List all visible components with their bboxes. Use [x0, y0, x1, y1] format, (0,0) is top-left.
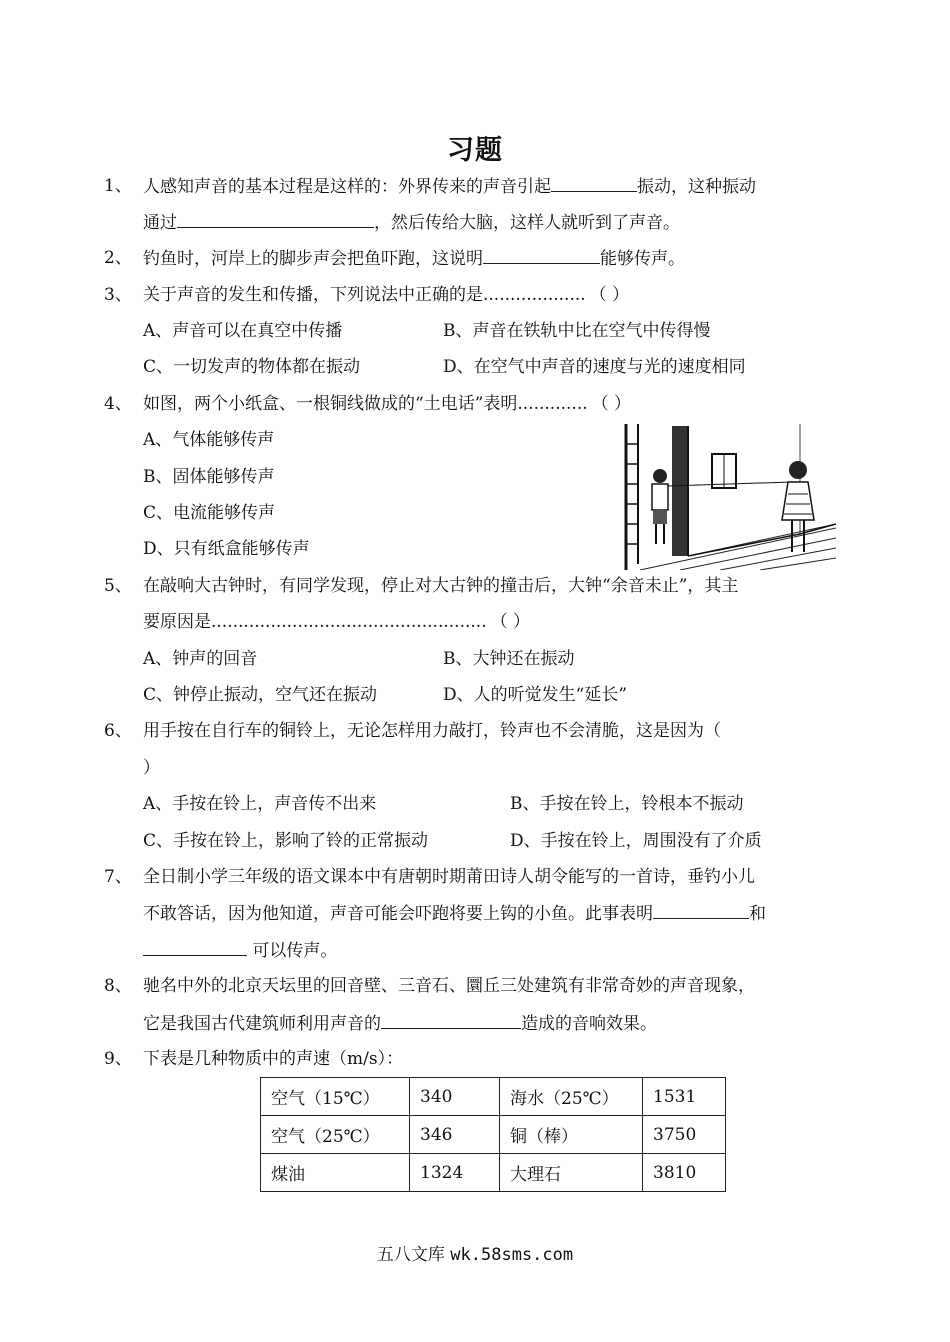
- option-a[interactable]: A、气体能够传声: [143, 430, 275, 450]
- footer-watermark: [0, 1240, 950, 1265]
- question-7-line-2: 不敢答话，因为他知道，声音可能会吓跑将要上钩的小鱼。此事表明 和: [143, 904, 766, 924]
- footer-site[interactable]: wk.58sms.com: [450, 1245, 574, 1265]
- answer-blank[interactable]: [551, 175, 637, 192]
- option-b[interactable]: B、声音在铁轨中比在空气中传得慢: [443, 321, 711, 341]
- option-d[interactable]: D、人的听觉发生“延长”: [443, 685, 628, 705]
- question-6-line-2[interactable]: ）: [143, 758, 160, 778]
- question-7-line-3: 可以传声。: [143, 939, 337, 962]
- question-number: 8、: [104, 976, 132, 996]
- table-cell: 1324: [410, 1154, 500, 1192]
- answer-blank[interactable]: [177, 211, 374, 228]
- answer-paren[interactable]: （ ）: [490, 612, 531, 632]
- answer-blank[interactable]: [381, 1012, 521, 1029]
- footer-brand: 五八文库: [376, 1245, 445, 1265]
- page-title: 习题: [447, 135, 503, 166]
- table-cell: 大理石: [500, 1154, 643, 1192]
- table-cell: 3810: [643, 1154, 726, 1192]
- question-2: 钓鱼时，河岸上的脚步声会把鱼吓跑，这说明 能够传声。: [143, 249, 685, 269]
- answer-paren[interactable]: （ ）: [591, 394, 632, 414]
- table-cell: 空气（25℃）: [261, 1116, 410, 1154]
- table-cell: 340: [410, 1078, 500, 1116]
- question-1-line-2: 通过 ，然后传给大脑，这样人就听到了声音。: [143, 213, 680, 233]
- sound-speed-table: [260, 1077, 726, 1192]
- string-telephone-illustration: [620, 424, 836, 570]
- question-3-stem: 关于声音的发生和传播，下列说法中正确的是................... （ ）: [143, 285, 630, 305]
- table-cell: 铜（棒）: [500, 1116, 643, 1154]
- table-cell: 煤油: [261, 1154, 410, 1192]
- option-d[interactable]: D、只有纸盒能够传声: [143, 539, 310, 559]
- question-1-line-1: 人感知声音的基本过程是这样的：外界传来的声音引起 振动，这种振动: [143, 177, 756, 197]
- question-5-line-1: 在敲响大古钟时，有同学发现，停止对大古钟的撞击后，大钟“余音未止”，其主: [143, 576, 739, 596]
- table-cell: 1531: [643, 1078, 726, 1116]
- answer-blank[interactable]: [653, 902, 749, 919]
- question-number: 2、: [104, 248, 132, 268]
- option-c[interactable]: C、电流能够传声: [143, 503, 276, 523]
- table-cell: 海水（25℃）: [500, 1078, 643, 1116]
- table-row: [261, 1078, 726, 1116]
- option-c[interactable]: C、手按在铃上，影响了铃的正常振动: [143, 831, 429, 851]
- table-cell: 3750: [643, 1116, 726, 1154]
- table-row: [261, 1116, 726, 1154]
- question-6-line-1: 用手按在自行车的铜铃上，无论怎样用力敲打，铃声也不会清脆，这是因为（: [143, 721, 721, 741]
- answer-blank[interactable]: [143, 939, 247, 956]
- question-9-stem: 下表是几种物质中的声速（m/s）：: [143, 1049, 404, 1069]
- question-8-line-2: 它是我国古代建筑师利用声音的 造成的音响效果。: [143, 1014, 657, 1034]
- question-number: 6、: [104, 721, 132, 741]
- option-c[interactable]: C、钟停止振动，空气还在振动: [143, 685, 378, 705]
- answer-paren[interactable]: （ ）: [589, 285, 630, 305]
- option-d[interactable]: D、手按在铃上，周围没有了介质: [510, 831, 762, 851]
- question-number: 9、: [104, 1049, 132, 1069]
- option-d[interactable]: D、在空气中声音的速度与光的速度相同: [443, 357, 746, 377]
- question-7-line-1: 全日制小学三年级的语文课本中有唐朝时期莆田诗人胡令能写的一首诗，垂钓小儿: [143, 867, 755, 887]
- question-number: 5、: [104, 576, 132, 596]
- option-c[interactable]: C、一切发声的物体都在振动: [143, 357, 361, 377]
- option-b[interactable]: B、固体能够传声: [143, 467, 275, 487]
- option-a[interactable]: A、声音可以在真空中传播: [143, 321, 343, 341]
- question-number: 4、: [104, 394, 132, 414]
- table-cell: 空气（15℃）: [261, 1078, 410, 1116]
- question-8-line-1: 驰名中外的北京天坛里的回音壁、三音石、圜丘三处建筑有非常奇妙的声音现象，: [143, 976, 755, 996]
- option-b[interactable]: B、手按在铃上，铃根本不振动: [510, 794, 744, 814]
- question-4-stem: 如图，两个小纸盒、一根铜线做成的“土电话”表明............. （ ）: [143, 394, 632, 414]
- table-cell: 346: [410, 1116, 500, 1154]
- question-5-line-2: 要原因是................................................... （ ）: [143, 612, 531, 632]
- option-b[interactable]: B、大钟还在振动: [443, 649, 575, 669]
- question-number: 3、: [104, 285, 132, 305]
- option-a[interactable]: A、钟声的回音: [143, 649, 258, 669]
- answer-blank[interactable]: [483, 247, 600, 264]
- option-a[interactable]: A、手按在铃上，声音传不出来: [143, 794, 377, 814]
- table-row: [261, 1154, 726, 1192]
- question-number: 7、: [104, 867, 132, 887]
- question-number: 1、: [104, 176, 132, 196]
